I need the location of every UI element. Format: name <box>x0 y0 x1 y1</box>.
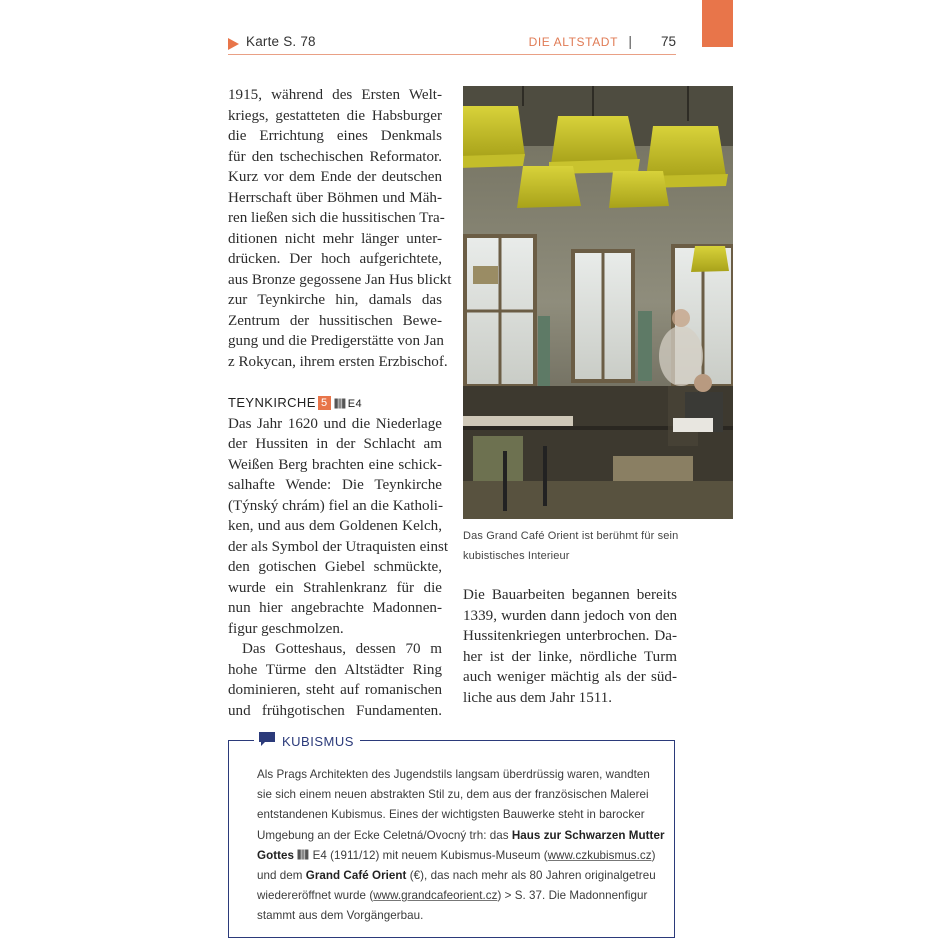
text-line: kriegs, gestatteten die Habsburger <box>228 107 442 124</box>
section-title: DIE ALTSTADT <box>528 35 618 49</box>
paragraph-jan-hus <box>228 85 452 372</box>
map-grid-icon <box>297 849 309 860</box>
text-line: für den tschechischen Reformator. <box>228 148 442 165</box>
sight-name-grand-cafe-orient: Grand Café Orient <box>305 869 407 883</box>
text-line: nun hier angebrachte Madonnen- <box>228 600 442 616</box>
text-line: ken, und aus dem Goldenen Kelch, <box>228 518 442 534</box>
text-line: Kurz vor dem Ende der deutschen <box>228 169 442 185</box>
infobox-line <box>257 846 662 866</box>
text-line: der als Symbol der Utraquisten einst <box>228 538 449 555</box>
text-line: (Týnský chrám) fiel an die Katholi- <box>228 497 444 514</box>
text-line: wurde ein Strahlenkranz für die <box>228 579 442 596</box>
sight-name-haus-zur-schwarzen-mutter: Haus zur Schwarzen Mutter <box>511 828 665 842</box>
infobox-line: sie sich einem neuen abstrakten Stil zu, dem aus der französischen Malerei <box>257 788 649 802</box>
page-corner-tab <box>702 0 733 47</box>
text-line: auch weniger mächtig als der süd- <box>463 669 677 685</box>
text-line: hohe Türme den Altstädter Ring <box>228 661 442 678</box>
header-rule <box>228 54 676 55</box>
text-line: aus Bronze gegossene Jan Hus blickt <box>228 271 452 288</box>
cafe-interior-photo <box>463 86 733 519</box>
header-separator: | <box>628 33 632 49</box>
text-line: Zentrum der hussitischen Bewe- <box>228 312 442 329</box>
sight-name-gottes: Gottes <box>257 848 295 862</box>
speech-bubble-icon <box>258 731 276 752</box>
text-line: salhafte Wende: Die Teynkirche <box>228 477 442 493</box>
text-column-left <box>228 85 452 721</box>
text-line: 1339, wurden dann jedoch von den <box>463 607 677 624</box>
text-line: Hussitenkriegen unterbrochen. Da- <box>463 628 677 644</box>
infobox-text-run: ) <box>651 848 656 862</box>
text-line: Das Gotteshaus, dessen 70 m <box>242 641 442 657</box>
page-number: 75 <box>660 34 676 49</box>
text-line: Herrschaft über Böhmen und Mäh- <box>228 189 442 206</box>
text-line: her ist der linke, nördliche Turm <box>463 648 677 665</box>
text-line: 1915, während des Ersten Welt- <box>228 87 442 103</box>
infobox-text-run: und dem <box>257 869 306 883</box>
text-line: dominieren, steht auf romanischen <box>228 682 442 698</box>
infobox-title <box>254 731 360 751</box>
infobox-line <box>257 866 662 886</box>
text-line: gung und die Predigerstätte von Jan <box>228 333 444 349</box>
text-line: drücken. Der hoch aufgerichtete, <box>228 251 442 267</box>
infobox-title-label: KUBISMUS <box>282 734 354 749</box>
text-line: Weißen Berg brachten eine schick- <box>228 456 442 473</box>
link-czkubismus[interactable]: www.czkubismus.cz <box>547 848 652 862</box>
text-line: zur Teynkirche hin, damals das <box>228 292 442 308</box>
caption-line: kubistisches Interieur <box>463 550 570 562</box>
paragraph-gotteshaus <box>228 639 442 721</box>
text-line: die Errichtung eines Denkmals <box>228 128 442 144</box>
photo-caption <box>463 526 733 566</box>
text-line: liche aus dem Jahr 1511. <box>463 689 613 706</box>
page-header <box>228 34 676 54</box>
infobox-text-run: Umgebung an der Ecke Celetná/Ovocný trh: das <box>257 828 512 842</box>
arrow-icon <box>228 38 239 50</box>
infobox-text-run: (€), das nach mehr als 80 Jahren originalgetreu <box>406 869 656 883</box>
infobox-text-run: ) > S. 37. Die Madonnenfigur <box>497 889 648 903</box>
text-line: und frühgotischen Fundamenten. <box>228 702 442 719</box>
map-grid-icon <box>334 395 346 416</box>
map-reference: Karte S. 78 <box>246 34 316 49</box>
infobox-line: Als Prags Architekten des Jugendstils langsam überdrüssig waren, wandten <box>257 768 650 781</box>
paragraph-teynkirche <box>228 414 449 640</box>
infobox-text-run: wiedereröffnet wurde ( <box>257 889 374 903</box>
text-line: der Hussiten in der Schlacht am <box>228 436 442 452</box>
infobox-line: entstandenen Kubismus. Eines der wichtigsten Bauwerke steht in barocker <box>257 808 645 822</box>
heading-label: TEYNKIRCHE <box>228 395 316 410</box>
section-heading-teynkirche <box>228 393 442 414</box>
text-line: ditionen nicht mehr länger unter- <box>228 230 442 247</box>
text-line: z Rokycan, ihrem ersten Erzbischof. <box>228 353 448 370</box>
sight-number-badge: 5 <box>318 396 331 410</box>
text-line: den gotischen Giebel schmückte, <box>228 559 442 575</box>
caption-line: Das Grand Café Orient ist berühmt für sein <box>463 530 679 542</box>
infobox-text <box>257 765 665 927</box>
infobox-text-run: E4 (1911/12) mit neuem Kubismus-Museum ( <box>309 848 548 862</box>
text-line: figur geschmolzen. <box>228 620 344 637</box>
infobox-line <box>257 826 665 846</box>
infobox-line: stammt aus dem Vorgängerbau. <box>257 909 424 923</box>
link-grandcafeorient[interactable]: www.grandcafeorient.cz <box>373 889 498 903</box>
text-line: Das Jahr 1620 und die Niederlage <box>228 415 442 432</box>
infobox-line <box>257 886 662 906</box>
text-column-right <box>463 585 677 708</box>
text-line: ren ließen sich die hussitischen Tra- <box>228 210 445 226</box>
paragraph-bauarbeiten <box>463 585 677 708</box>
text-line: Die Bauarbeiten begannen bereits <box>463 587 677 603</box>
map-coordinate: E4 <box>347 398 363 410</box>
